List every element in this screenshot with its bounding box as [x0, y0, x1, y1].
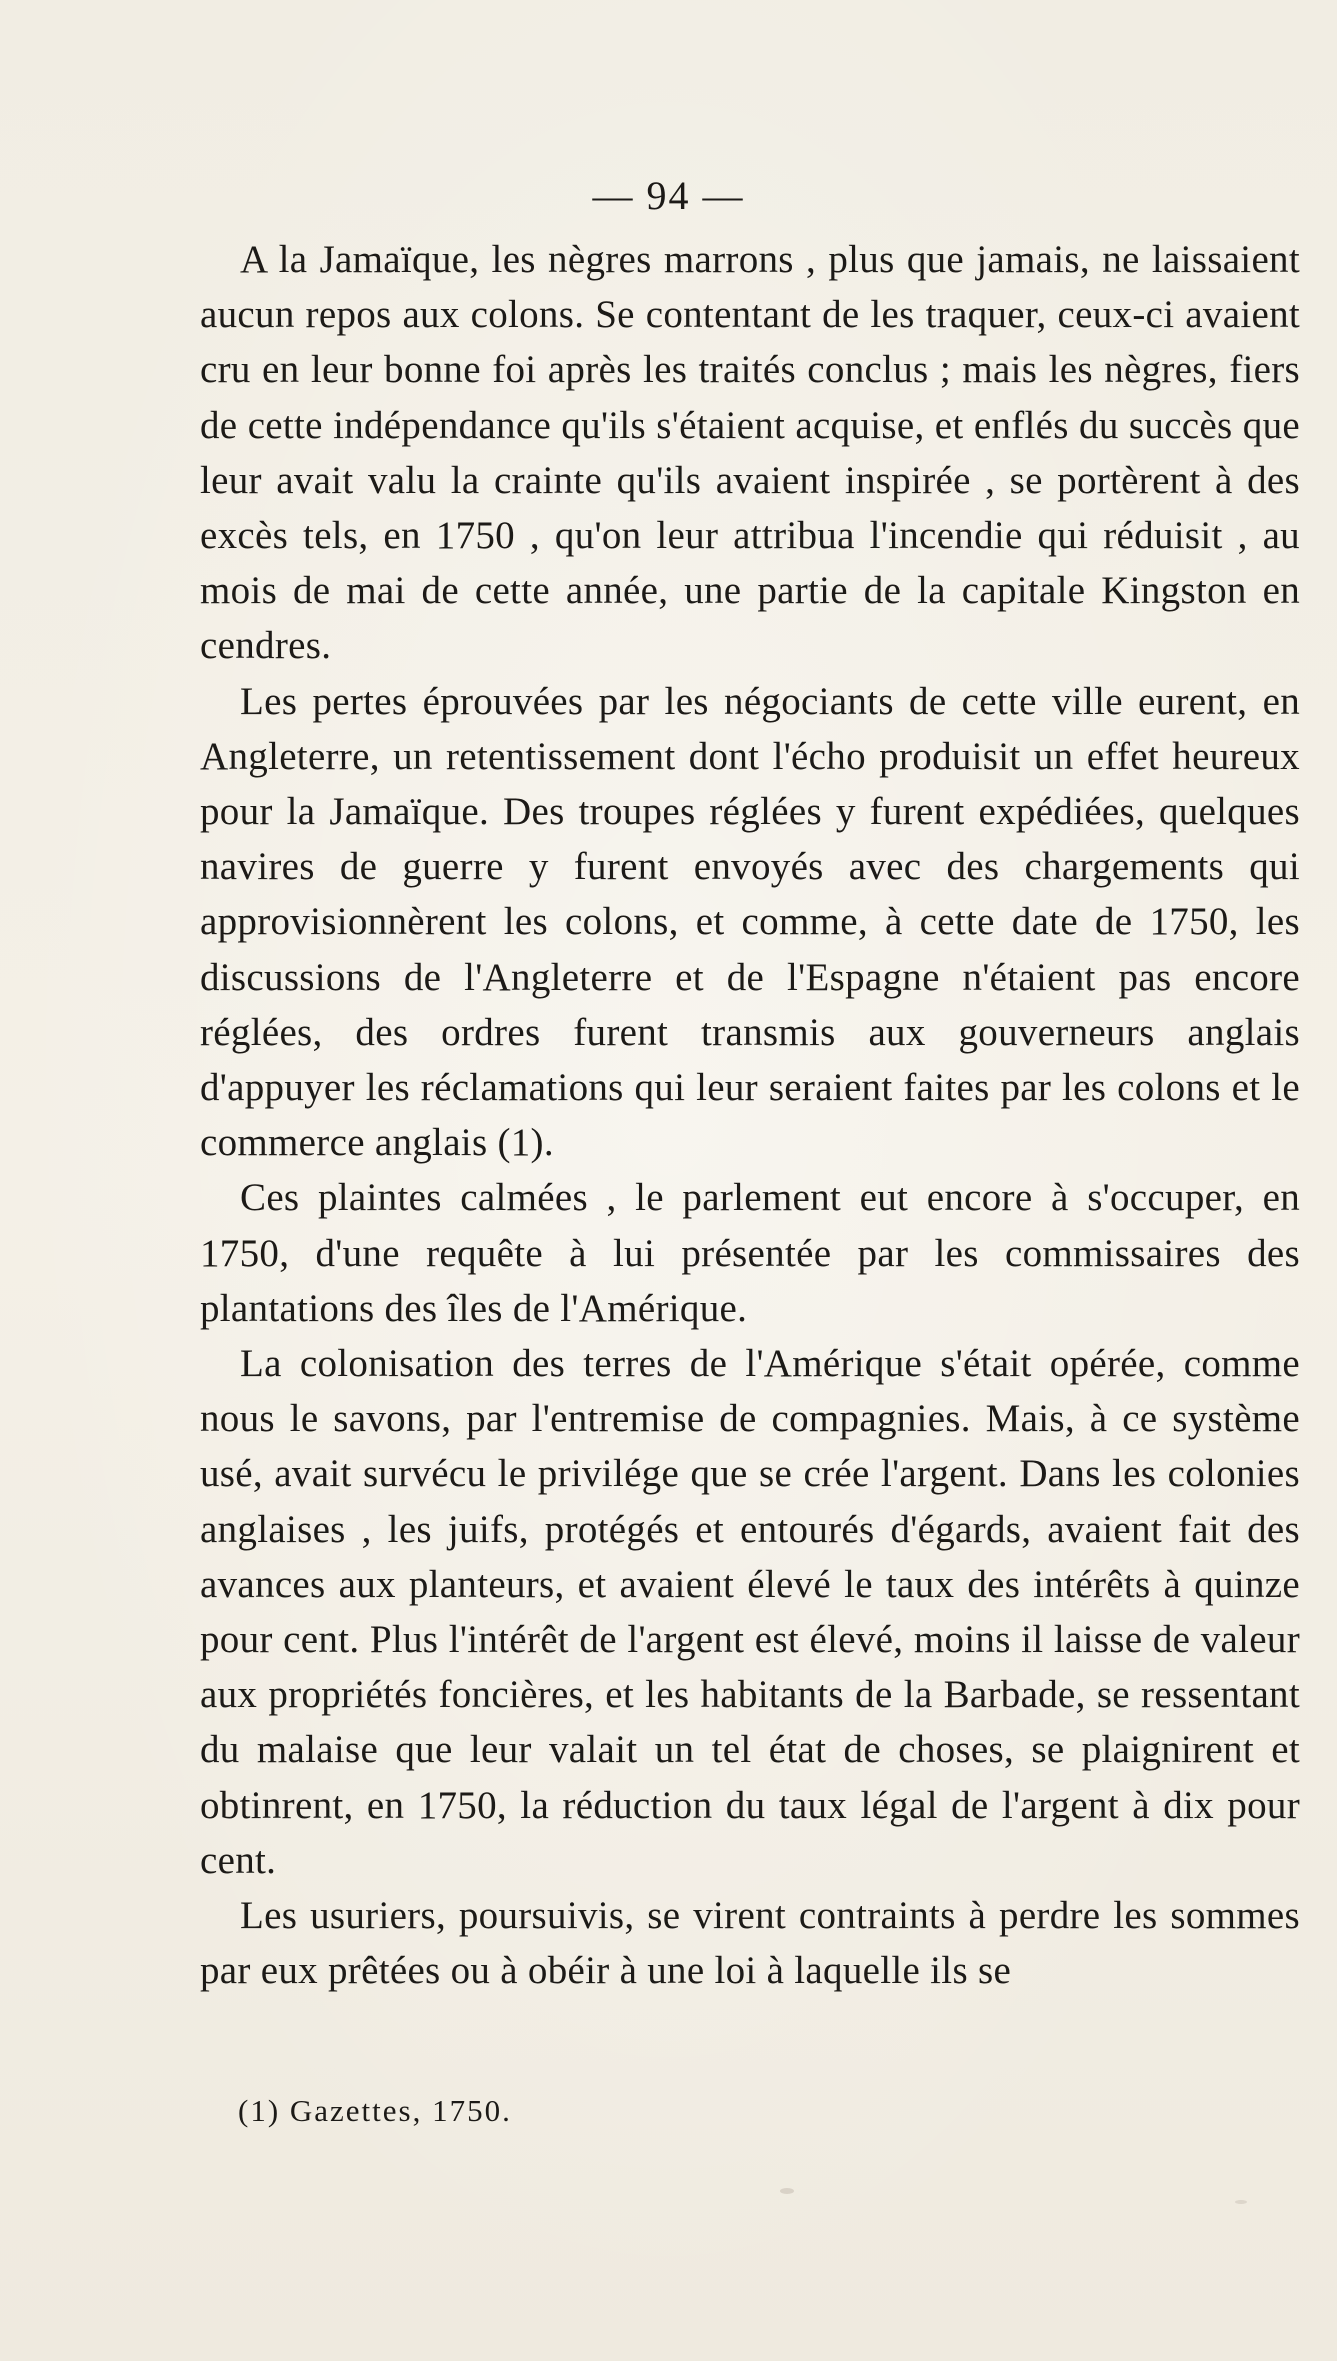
paragraph-2-text: Les pertes éprouvées par les négociants de cette ville eurent, en Angleterre, un retentissement dont l'écho produisit un effet heureux pour la Jamaïque. Des troupes réglées y furent expédiées, quelques navires de guerre y furent envoyés avec des chargements qui approvisionnèrent les colons, et comme, à cette date de 1750, les discussions de l'Angleterre et de l'Espagne n'étaient pas encore réglées, des ordres furent transmis aux gouverneurs anglais d'appuyer les réclamations qui leur seraient faites par les colons et le commerce anglais (1).: [200, 679, 1300, 1165]
paragraph-5-text: Les usuriers, poursuivis, se virent contraints à perdre les sommes par eux prêtées ou à obéir à une loi à laquelle ils se: [200, 1894, 1300, 1993]
paragraph-1-text: A la Jamaïque, les nègres marrons , plus que jamais, ne laissaient aucun repos aux colons. Se contentant de les traquer, ceux-ci avaient cru en leur bonne foi après les traités conclus ; mais les nègres, fiers de cette indépendance qu'ils s'étaient acquise, et enflés du succès que leur avait valu la crainte qu'ils avaient inspirée , se portèrent à des excès tels, en 1750 , qu'on leur attribua l'incendie qui réduisit , au mois de mai de cette année, une partie de la capitale Kingston en cendres.: [200, 238, 1300, 668]
paragraph-3: [200, 1170, 1300, 1336]
paragraph-1: [200, 232, 1300, 674]
page-number: — 94 —: [592, 173, 745, 218]
footnote: (1) Gazettes, 1750.: [238, 2093, 512, 2128]
paragraph-4-text: La colonisation des terres de l'Amérique s'était opérée, comme nous le savons, par l'entremise de compagnies. Mais, à ce système usé, avait survécu le privilége que se crée l'argent. Dans les colonies anglaises , les juifs, protégés et entourés d'égards, avaient fait des avances aux planteurs, et avaient élevé le taux des intérêts à quinze pour cent. Plus l'intérêt de l'argent est élevé, moins il laisse de valeur aux propriétés foncières, et les habitants de la Barbade, se ressentant du malaise que leur valait un tel état de choses, se plaignirent et obtinrent, en 1750, la réduction du taux légal de l'argent à dix pour cent.: [200, 1342, 1300, 1882]
body-text: [200, 232, 1300, 1999]
paragraph-5: [200, 1888, 1300, 1998]
paragraph-3-text: Ces plaintes calmées , le parlement eut encore à s'occuper, en 1750, d'une requête à lui présentée par les commissaires des plantations des îles de l'Amérique.: [200, 1176, 1300, 1330]
paragraph-2: [200, 674, 1300, 1171]
paragraph-4: [200, 1336, 1300, 1888]
paper-mark: [780, 2188, 794, 2194]
paper-mark: [1235, 2200, 1247, 2204]
